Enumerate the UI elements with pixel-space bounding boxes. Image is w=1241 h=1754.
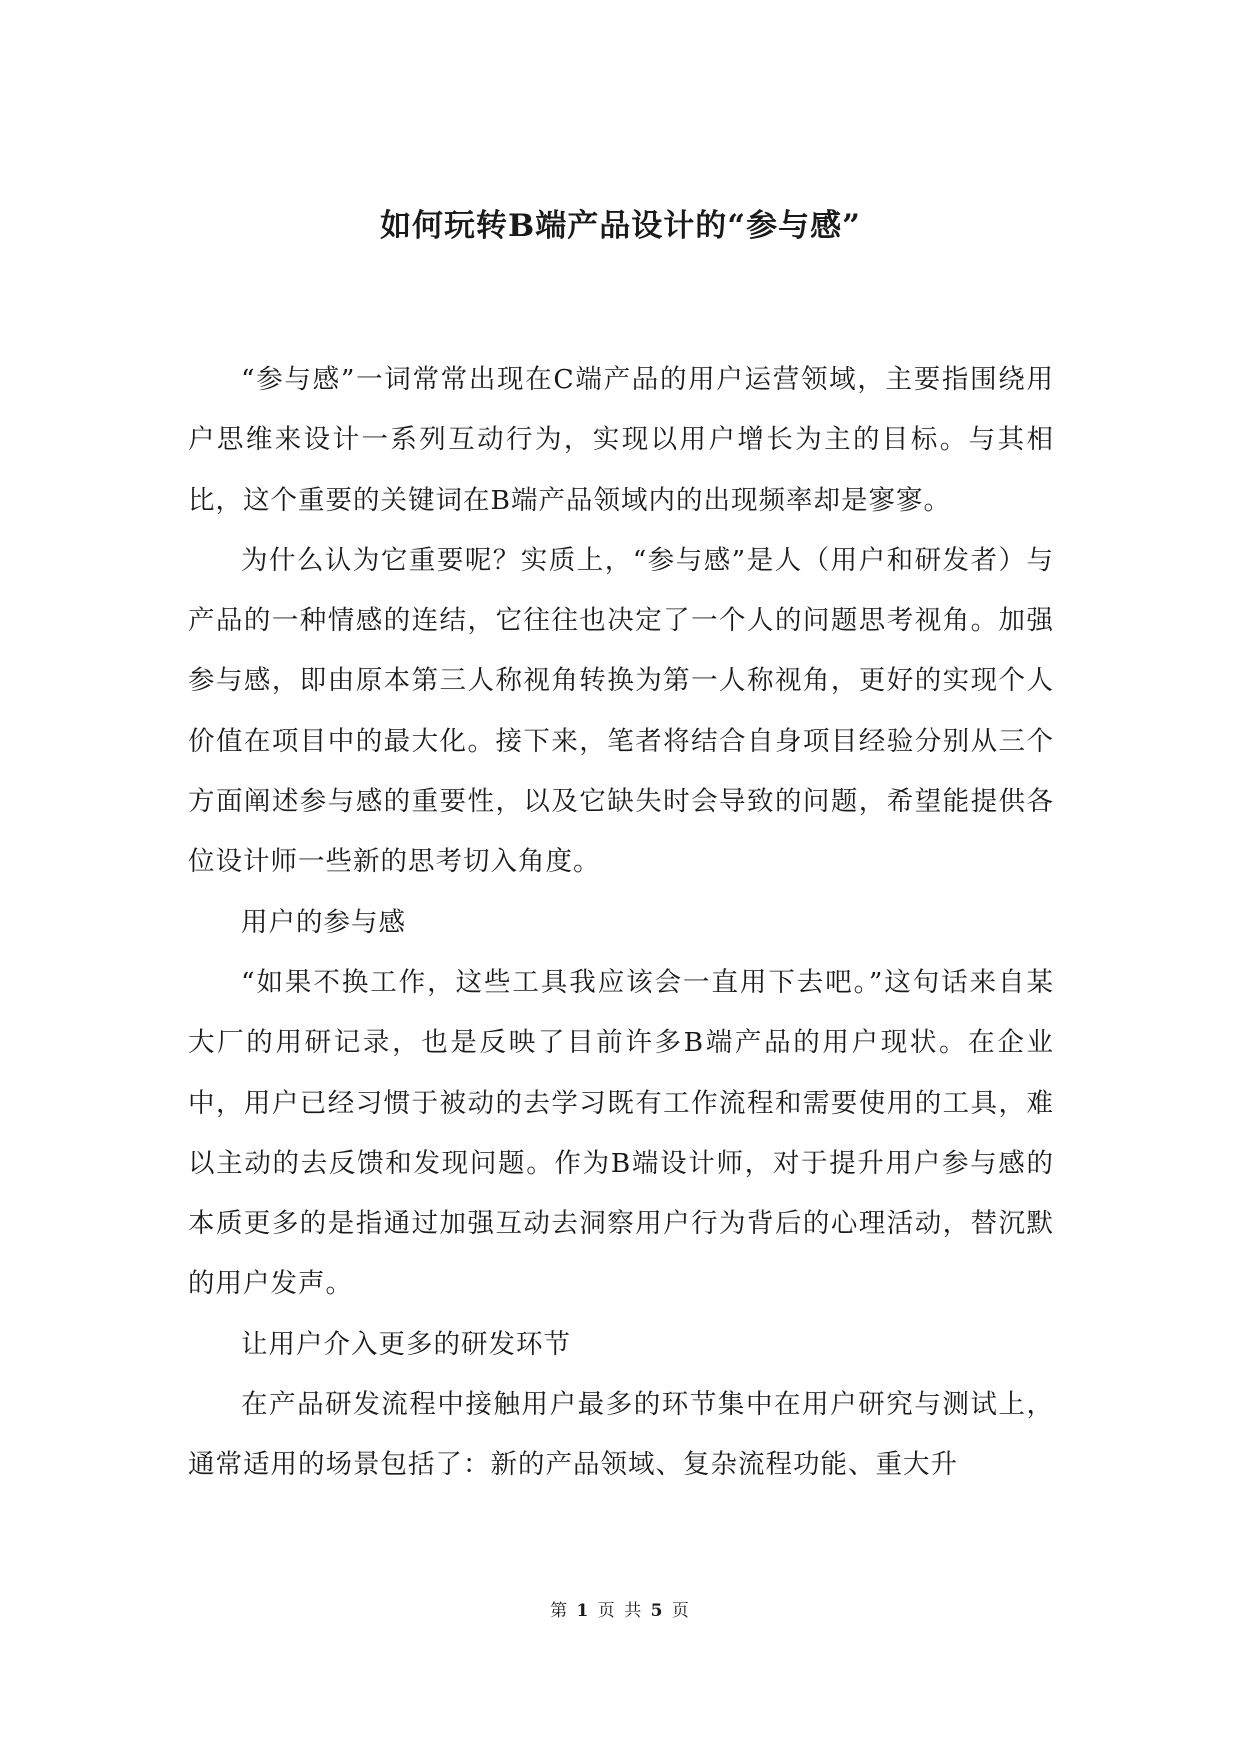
document-body [188, 350, 1054, 1496]
footer-middle: 页 共 [597, 1601, 644, 1621]
total-pages-number: 5 [650, 1601, 665, 1621]
paragraph: 为什么认为它重要呢？实质上，“参与感”是人（用户和研发者）与产品的一种情感的连结，它往往也决定了一个人的问题思考视角。加强参与感，即由原本第三人称视角转换为第一人称视角，更好的实现个人价值在项目中的最大化。接下来，笔者将结合自身项目经验分别从三个方面阐述参与感的重要性，以及它缺失时会导致的问题，希望能提供各位设计师一些新的思考切入角度。 [188, 544, 1054, 878]
document-title: 如何玩转B端产品设计的“参与感” [380, 208, 861, 244]
section-heading: 让用户介入更多的研发环节 [241, 1328, 571, 1360]
current-page-number: 1 [576, 1601, 591, 1621]
footer-suffix: 页 [671, 1601, 691, 1621]
page-footer [0, 1596, 1241, 1621]
paragraph: “参与感”一词常常出现在C端产品的用户运营领域，主要指围绕用户思维来设计一系列互动行为，实现以用户增长为主的目标。与其相比，这个重要的关键词在B端产品领域内的出现频率却是寥寥。 [188, 364, 1054, 516]
footer-prefix: 第 [550, 1601, 570, 1621]
paragraph: “如果不换工作，这些工具我应该会一直用下去吧。”这句话来自某大厂的用研记录，也是反映了目前许多B端产品的用户现状。在企业中，用户已经习惯于被动的去学习既有工作流程和需要使用的工具，难以主动的去反馈和发现问题。作为B端设计师，对于提升用户参与感的本质更多的是指通过加强互动去洞察用户行为背后的心理活动，替沉默的用户发声。 [188, 966, 1054, 1300]
section-heading: 用户的参与感 [241, 906, 406, 938]
paragraph: 在产品研发流程中接触用户最多的环节集中在用户研究与测试上，通常适用的场景包括了：新的产品领域、复杂流程功能、重大升 [188, 1389, 1054, 1481]
